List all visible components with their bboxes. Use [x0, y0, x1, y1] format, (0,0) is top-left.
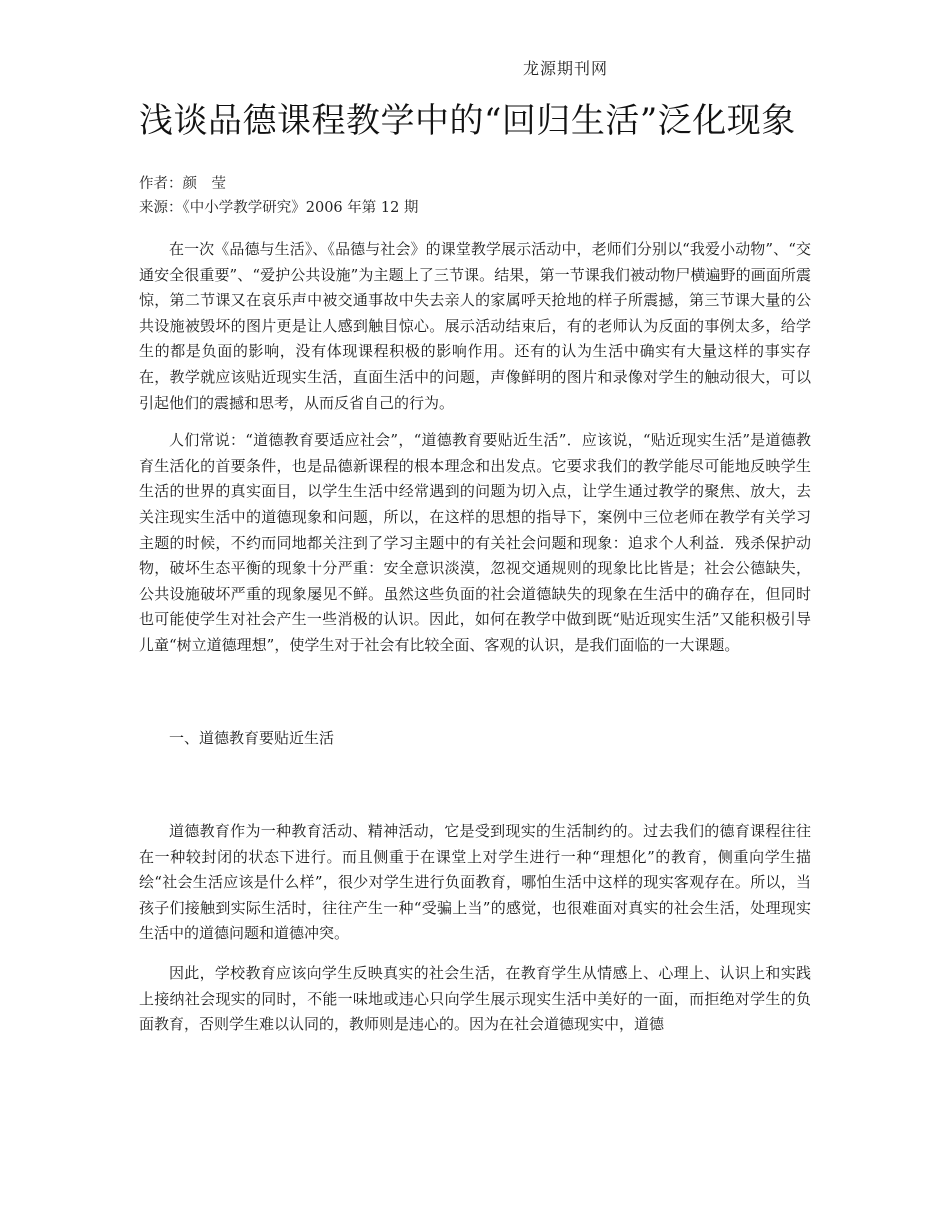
- body-paragraph: 人们常说：“道德教育要适应社会”，“道德教育要贴近生活”．应该说，“贴近现实生活”是道德教育生活化的首要条件，也是品德新课程的根本理念和出发点。它要求我们的教学能尽可能地反映学生生活的世界的真实面目，以学生生活中经常遇到的问题为切入点，让学生通过教学的聚焦、放大，去关注现实生活中的道德现象和问题，所以，在这样的思想的指导下，案例中三位老师在教学有关学习主题的时候，不约而同地都关注到了学习主题中的有关社会问题和现象：追求个人利益．残杀保护动物，破坏生态平衡的现象十分严重：安全意识淡漠，忽视交通规则的现象比比皆是；社会公德缺失，公共设施破坏严重的现象屡见不鲜。虽然这些负面的社会道德缺失的现象在生活中的确存在，但同时也可能使学生对社会产生一些消极的认识。因此，如何在教学中做到既“贴近现实生活”又能积极引导儿童“树立道德理想”，使学生对于社会有比较全面、客观的认识，是我们面临的一大课题。: [139, 431, 811, 654]
- section-heading: 一、道德教育要贴近生活: [169, 728, 335, 747]
- article-title: 浅谈品德课程教学中的“回归生活”泛化现象: [139, 101, 796, 141]
- article-meta: [139, 172, 418, 220]
- body-paragraph: 在一次《品德与生活》、《品德与社会》的课堂教学展示活动中，老师们分别以“我爱小动物”、“交通安全很重要”、“爱护公共设施”为主题上了三节课。结果，第一节课我们被动物尸横遍野的画面所震惊，第二节课又在哀乐声中被交通事故中失去亲人的家属呼天抢地的样子所震撼，第三节课大量的公共设施被毁坏的图片更是让人感到触目惊心。展示活动结束后，有的老师认为反面的事例太多，给学生的都是负面的影响，没有体现课程积极的影响作用。还有的认为生活中确实有大量这样的事实存在，教学就应该贴近现实生活，直面生活中的问题，声像鲜明的图片和录像对学生的触动很大，可以引起他们的震撼和思考，从而反省自己的行为。: [139, 240, 811, 412]
- body-paragraph: 因此，学校教育应该向学生反映真实的社会生活，在教育学生从情感上、心理上、认识上和实践上接纳社会现实的同时，不能一味地或违心只向学生展示现实生活中美好的一面，而拒绝对学生的负面教育，否则学生难以认同的，教师则是违心的。因为在社会道德现实中，道德: [139, 964, 811, 1034]
- site-name: 龙源期刊网: [523, 59, 609, 78]
- body-paragraph: 道德教育作为一种教育活动、精神活动，它是受到现实的生活制约的。过去我们的德育课程往往在一种较封闭的状态下进行。而且侧重于在课堂上对学生进行一种“理想化”的教育，侧重向学生描绘“社会生活应该是什么样”，很少对学生进行负面教育，哪怕生活中这样的现实客观存在。所以，当孩子们接触到实际生活时，往往产生一种“受骗上当”的感觉，也很难面对真实的社会生活，处理现实生活中的道德问题和道德冲突。: [139, 822, 811, 943]
- article-body: [139, 237, 811, 1038]
- source-line: 来源：《中小学教学研究》2006 年第 12 期: [139, 200, 419, 216]
- author-line: 作者：颜 莹: [139, 176, 226, 192]
